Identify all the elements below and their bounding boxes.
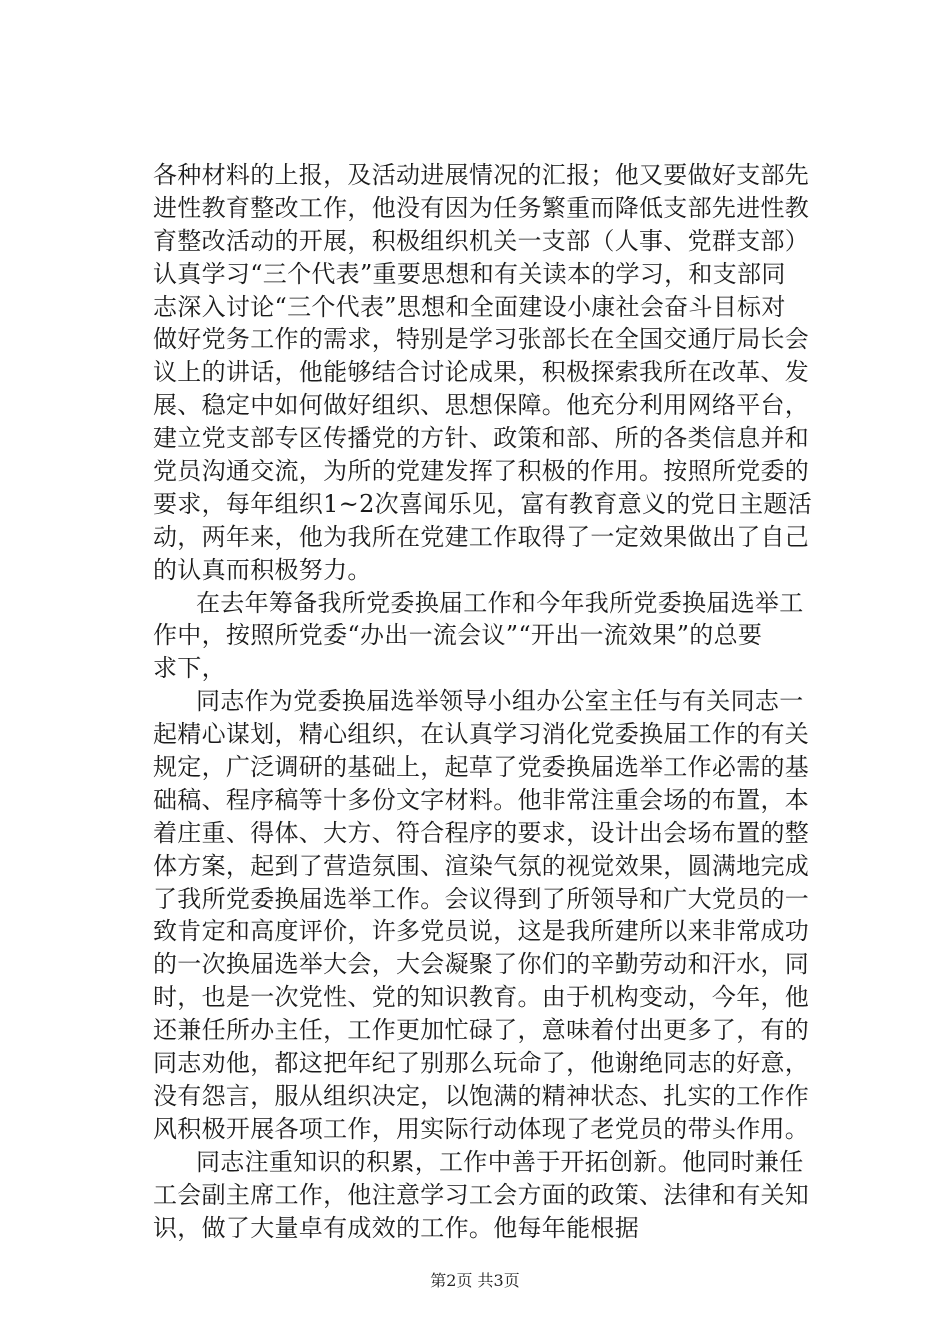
text-line: 的一次换届选举大会，大会凝聚了你们的辛勤劳动和汗水，同 xyxy=(153,950,810,979)
text-line: 识，做了大量卓有成效的工作。他每年能根据 xyxy=(153,1213,639,1242)
page-footer: 第2页 共3页 xyxy=(430,1271,520,1290)
text-line: 规定，广泛调研的基础上，起草了党委换届选举工作必需的基 xyxy=(153,753,810,782)
text-line: 础稿、程序稿等十多份文字材料。他非常注重会场的布置，本 xyxy=(153,785,810,814)
text-line: 议上的讲话，他能够结合讨论成果，积极探索我所在改革、发 xyxy=(153,358,810,387)
text-line: 作中，按照所党委“办出一流会议”“开出一流效果”的总要 xyxy=(153,621,763,650)
text-line: 体方案，起到了营造氛围、渲染气氛的视觉效果，圆满地完成 xyxy=(153,851,810,880)
text-line: 没有怨言，服从组织决定，以饱满的精神状态、扎实的工作作 xyxy=(153,1081,810,1110)
text-line: 同志作为党委换届选举领导小组办公室主任与有关同志一 xyxy=(196,687,804,716)
text-line: 在去年筹备我所党委换届工作和今年我所党委换届选举工 xyxy=(196,588,804,617)
text-line: 进性教育整改工作，他没有因为任务繁重而降低支部先进性教 xyxy=(153,193,810,222)
text-line: 工会副主席工作，他注意学习工会方面的政策、法律和有关知 xyxy=(153,1180,810,1209)
text-line: 同志注重知识的积累，工作中善于开拓创新。他同时兼任 xyxy=(196,1147,804,1176)
text-line: 同志劝他，都这把年纪了别那么玩命了，他谢绝同志的好意， xyxy=(153,1049,810,1078)
text-line: 要求，每年组织1~2次喜闻乐见，富有教育意义的党日主题活 xyxy=(153,489,813,518)
text-line: 还兼任所办主任，工作更加忙碌了，意味着付出更多了，有的 xyxy=(153,1016,810,1045)
text-line: 风积极开展各项工作，用实际行动体现了老党员的带头作用。 xyxy=(153,1114,810,1143)
text-line: 起精心谋划，精心组织，在认真学习消化党委换届工作的有关 xyxy=(153,720,810,749)
text-line: 动，两年来，他为我所在党建工作取得了一定效果做出了自己 xyxy=(153,522,810,551)
text-line: 育整改活动的开展，积极组织机关一支部（人事、党群支部） xyxy=(153,226,810,255)
text-line: 求下， xyxy=(153,654,226,683)
text-line: 了我所党委换届选举工作。会议得到了所领导和广大党员的一 xyxy=(153,884,810,913)
text-line: 做好党务工作的需求，特别是学习张部长在全国交通厅局长会 xyxy=(153,325,810,354)
text-line: 建立党支部专区传播党的方针、政策和部、所的各类信息并和 xyxy=(153,424,810,453)
text-line: 认真学习“三个代表”重要思想和有关读本的学习，和支部同 xyxy=(153,259,786,288)
text-line: 着庄重、得体、大方、符合程序的要求，设计出会场布置的整 xyxy=(153,818,810,847)
document-body xyxy=(153,159,813,1244)
text-line: 致肯定和高度评价，许多党员说，这是我所建所以来非常成功 xyxy=(153,917,810,946)
text-line: 的认真而积极努力。 xyxy=(153,555,372,584)
text-line: 时，也是一次党性、党的知识教育。由于机构变动，今年，他 xyxy=(153,983,810,1012)
text-line: 展、稳定中如何做好组织、思想保障。他充分利用网络平台， xyxy=(153,391,810,420)
text-line: 党员沟通交流，为所的党建发挥了积极的作用。按照所党委的 xyxy=(153,457,810,486)
text-line: 志深入讨论“三个代表”思想和全面建设小康社会奋斗目标对 xyxy=(153,292,786,321)
text-line: 各种材料的上报，及活动进展情况的汇报；他又要做好支部先 xyxy=(153,161,810,189)
